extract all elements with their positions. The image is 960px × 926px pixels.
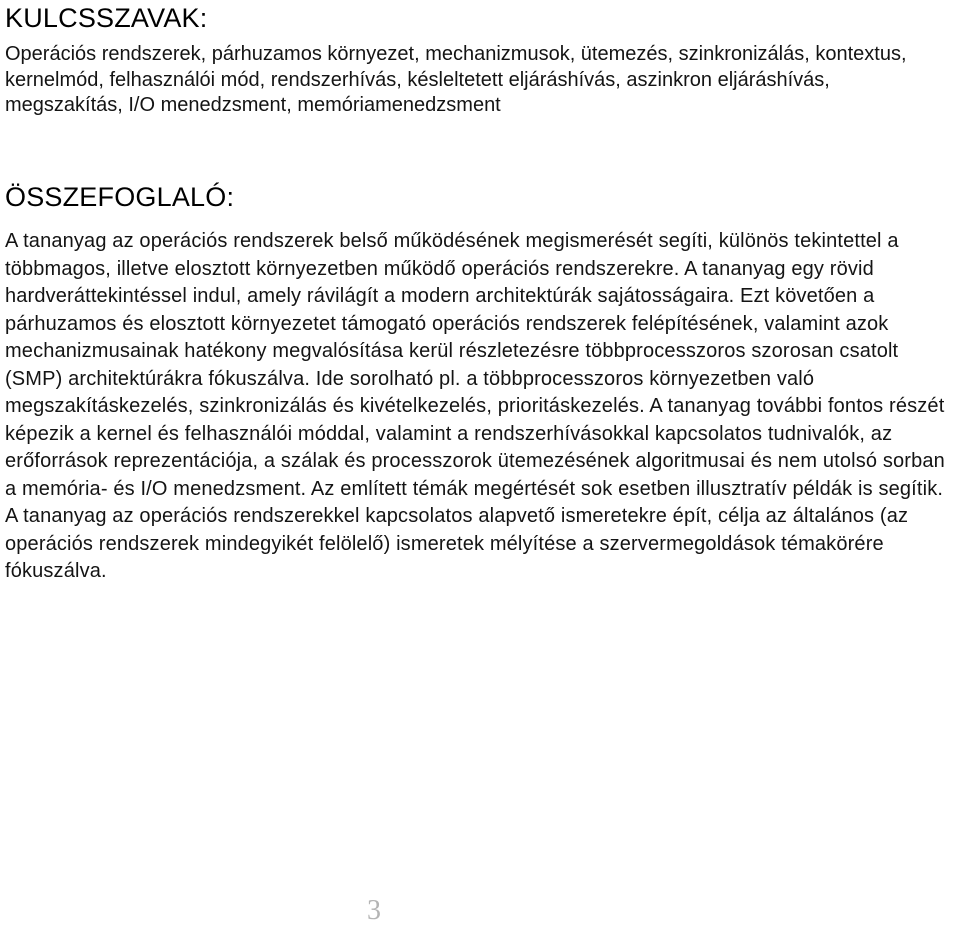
- summary-text: A tananyag az operációs rendszerek belső működésének megismerését segíti, különös tekintettel a többmagos, illetve elosztott környezetben működő operációs rendszerekre. A tananyag egy rövid hardveráttekintéssel indul, amely rávilágít a modern architektúrák sajátosságaira. Ezt követően a párhuzamos és elosztott környezetet támogató operációs rendszerek felépítésének, valamint azok mechanizmusainak hatékony megvalósítása kerül részletezésre többprocesszoros szorosan csatolt (SMP) architektúrákra fókuszálva. Ide sorolható pl. a többprocesszoros környezetben való megszakításkezelés, szinkronizálás és kivételkezelés, prioritáskezelés. A tananyag további fontos részét képezik a kernel és felhasználói móddal, valamint a rendszerhívásokkal kapcsolatos tudnivalók, az erőforrások reprezentációja, a szálak és processzorok ütemezésének algoritmusai és nem utolsó sorban a memória- és I/O menedzsment. Az említett témák megértését sok esetben illusztratív példák is segítik. A tananyag az operációs rendszerekkel kapcsolatos alapvető ismeretekre épít, célja az általános (az operációs rendszerek mindegyikét felölelő) ismeretek mélyítése a szervermegoldások témakörére fókuszálva.: [5, 230, 945, 582]
- document-page: [5, 0, 955, 926]
- summary-heading: ÖSSZEFOGLALÓ:: [5, 182, 235, 212]
- keywords-heading: KULCSSZAVAK:: [5, 3, 208, 33]
- keywords-text: Operációs rendszerek, párhuzamos környezet, mechanizmusok, ütemezés, szinkronizálás, kontextus, kernelmód, felhasználói mód, rendszerhívás, késleltetett eljáráshívás, aszinkron eljáráshívás, megszakítás, I/O menedzsment, memóriamenedzsment: [5, 43, 907, 116]
- page-number: 3: [367, 895, 381, 926]
